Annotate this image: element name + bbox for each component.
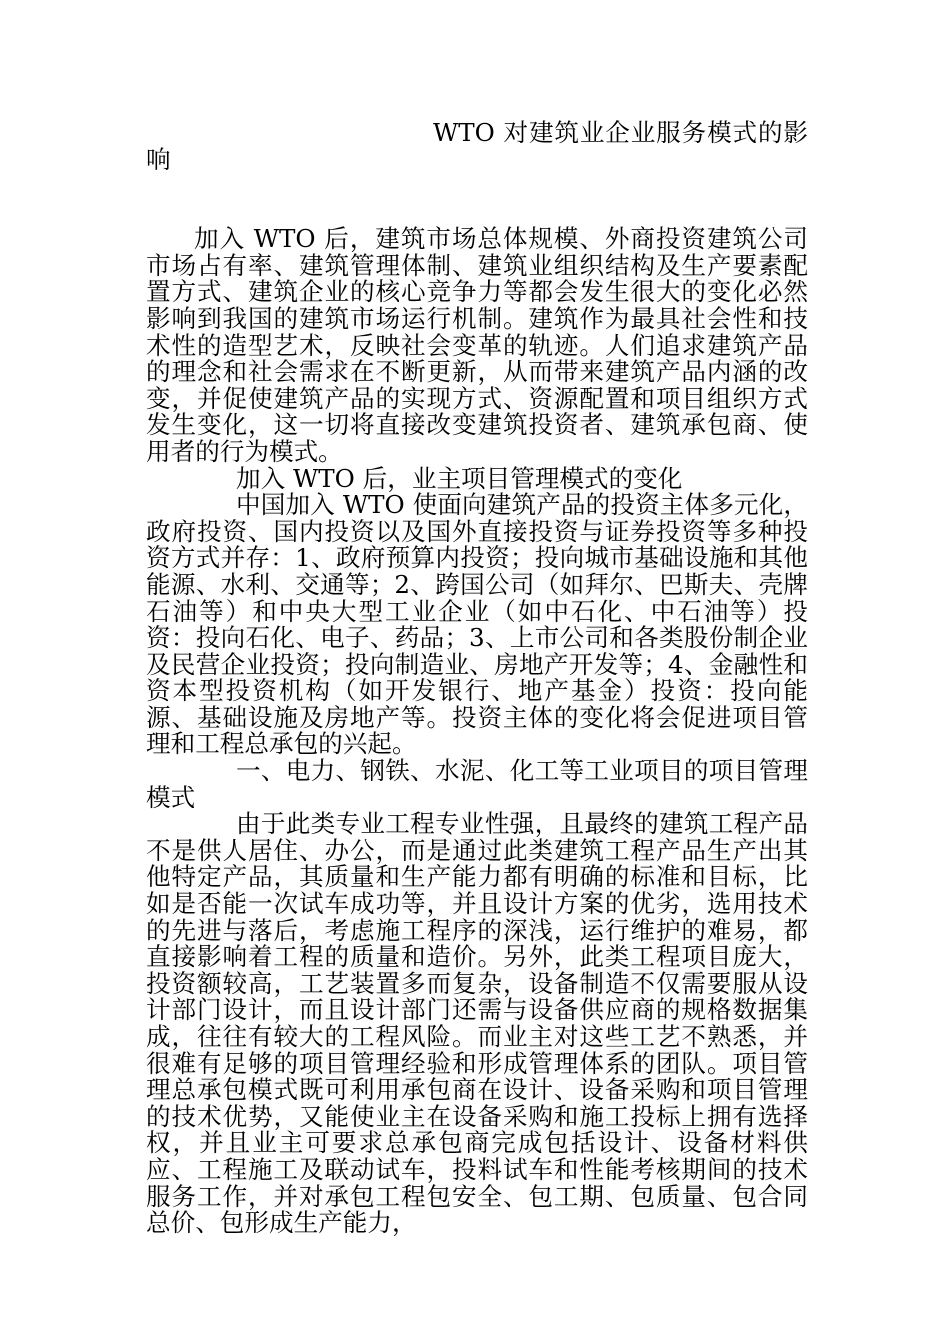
section-heading-owner-management: 加入 WTO 后，业主项目管理模式的变化 bbox=[236, 463, 683, 493]
document-body bbox=[146, 120, 808, 1237]
intro-paragraph: 加入 WTO 后，建筑市场总体规模、外商投资建筑公司市场占有率、建筑管理体制、建筑业组织结构及生产要素配置方式、建筑企业的核心竞争力等都会发生很大的变化必然影响到我国的建筑市场运行机制。建筑作为最具社会性和技术性的造型艺术，反映社会变革的轨迹。人们追求建筑产品的理念和社会需求在不断更新，从而带来建筑产品内涵的改变，并促使建筑产品的实现方式、资源配置和项目组织方式发生变化，这一切将直接改变建筑投资者、建筑承包商、使用者的行为模式。 bbox=[146, 224, 808, 466]
title-spacing bbox=[146, 173, 808, 226]
section-heading-industrial-projects: 一、电力、钢铁、水泥、化工等工业项目的项目管理模式 bbox=[146, 756, 808, 812]
document-title: WTO 对建筑业企业服务模式的影响 bbox=[146, 118, 808, 174]
industrial-projects-paragraph: 由于此类专业工程专业性强，且最终的建筑工程产品不是供人居住、办公，而是通过此类建筑工程产品生产出其他特定产品，其质量和生产能力都有明确的标准和目标，比如是否能一次试车成功等，并且设计方案的优劣，选用技术的先进与落后，考虑施工程序的深浅，运行维护的难易，都直接影响着工程的质量和造价。另外，此类工程项目庞大，投资额较高，工艺装置多而复杂，设备制造不仅需要服从设计部门设计，而且设计部门还需与设备供应商的规格数据集成，往往有较大的工程风险。而业主对这些工艺不熟悉，并很难有足够的项目管理经验和形成管理体系的团队。项目管理总承包模式既可利用承包商在设计、设备采购和项目管理的技术优势，又能使业主在设备采购和施工投标上拥有选择权，并且业主可要求总承包商完成包括设计、设备材料供应、工程施工及联动试车，投料试车和性能考核期间的技术服务工作，并对承包工程包安全、包工期、包质量、包合同总价、包形成生产能力， bbox=[146, 809, 808, 1238]
investment-paragraph: 中国加入 WTO 使面向建筑产品的投资主体多元化，政府投资、国内投资以及国外直接投资与证券投资等多种投资方式并存：1、政府预算内投资；投向城市基础设施和其他能源、水利、交通等；2、跨国公司（如拜尔、巴斯夫、壳牌石油等）和中央大型工业企业（如中石化、中石油等）投资：投向石化、电子、药品；3、上市公司和各类股份制企业及民营企业投资；投向制造业、房地产开发等；4、金融性和资本型投资机构（如开发银行、地产基金）投资：投向能源、基础设施及房地产等。投资主体的变化将会促进项目管理和工程总承包的兴起。 bbox=[146, 490, 808, 759]
